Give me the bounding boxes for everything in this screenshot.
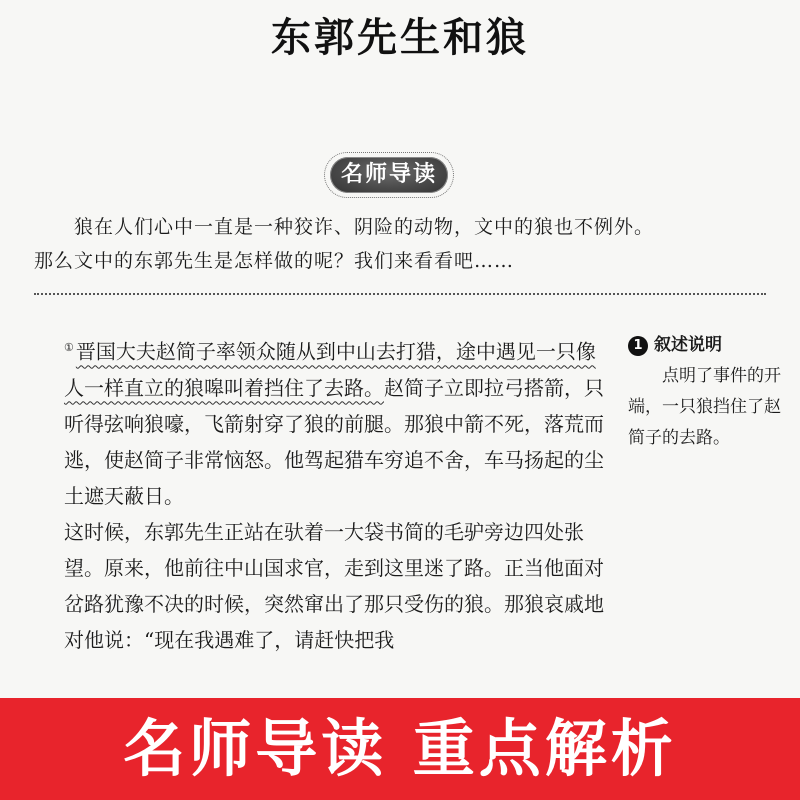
sidenote-heading	[628, 330, 788, 361]
paragraph-1-rest: 赵简子立即拉弓搭箭，只听得弦响狼嚎，飞箭射穿了狼的前腿。那狼中箭不死，落荒而逃，使赵简子非常恼怒。他驾起猎车穷追不舍，车马扬起的尘土遮天蔽日。	[64, 375, 604, 508]
dotted-divider	[34, 293, 766, 295]
intro-text	[34, 210, 774, 278]
paragraph-2: 这时候，东郭先生正站在驮着一大袋书简的毛驴旁边四处张望。原来，他前往中山国求官，走到这里迷了路。正当他面对岔路犹豫不决的时候，突然窜出了那只受伤的狼。那狼哀戚地对他说：“现在我遇难了，请赶快把我	[64, 519, 604, 652]
section-badge-label: 名师导读	[340, 162, 437, 187]
sidenote-text: 点明了事件的开端，一只狼挡住了赵简子的去路。	[628, 366, 781, 448]
story-body	[24, 330, 614, 658]
sidenote-heading-text: 叙述说明	[654, 335, 722, 355]
sidenote	[628, 330, 788, 454]
paragraph-1	[24, 330, 614, 514]
annotation-marker: ①	[64, 341, 74, 354]
sidenote-number-icon: 1	[628, 336, 648, 356]
intro-line-1: 狼在人们心中一直是一种狡诈、阴险的动物，文中的狼也不例外。	[74, 216, 655, 238]
promo-banner-text: 名师导读 重点解析	[123, 712, 677, 785]
promo-banner	[0, 698, 800, 800]
intro-line-2: 那么文中的东郭先生是怎样做的呢？我们来看看吧……	[34, 250, 515, 272]
section-badge	[330, 157, 448, 193]
page-title: 东郭先生和狼	[271, 15, 529, 61]
underlined-sentence: 晋国大夫赵简子率领众随从到中山去打猎，途中遇见一只像人一样直立的狼嗥叫着挡住了去路。	[64, 339, 596, 400]
